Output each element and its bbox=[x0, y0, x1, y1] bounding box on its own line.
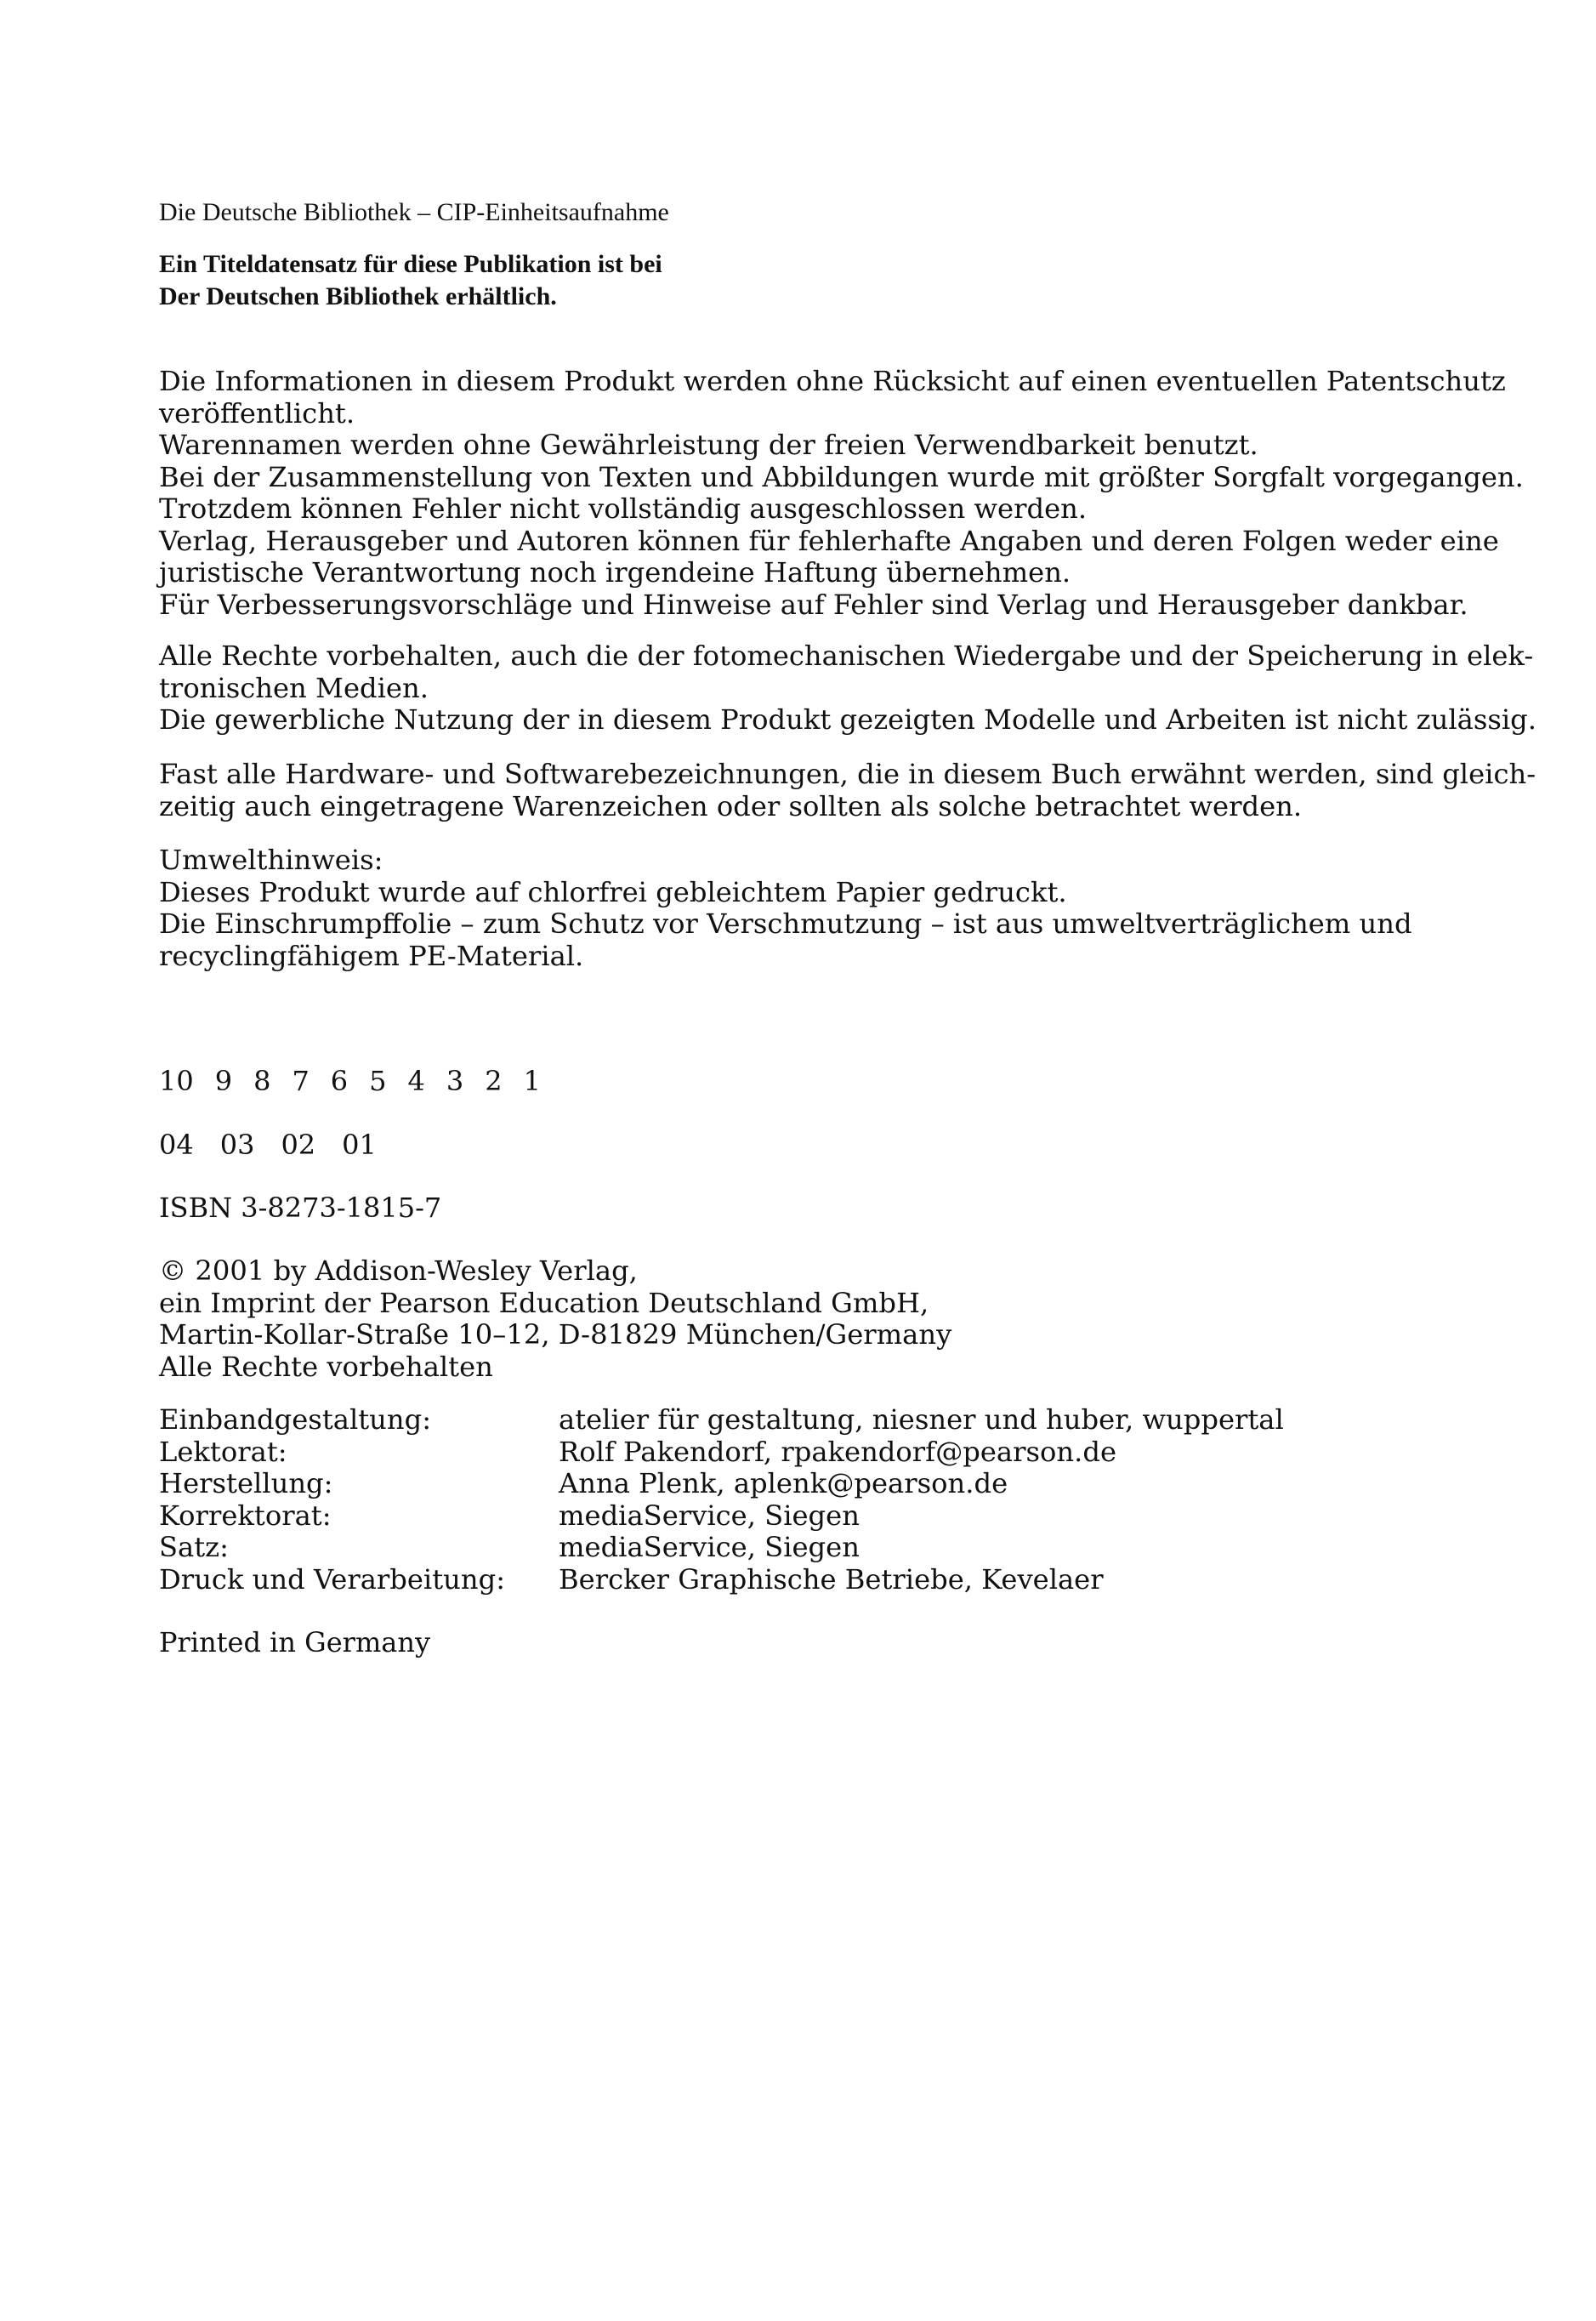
credits-table bbox=[159, 1404, 1284, 1596]
copyright-line: Martin-Kollar-Straße 10–12, D-81829 München/Germany bbox=[159, 1318, 952, 1351]
disclaimer-line: Für Verbesserungsvorschläge und Hinweise auf Fehler sind Verlag und Herausgeber dankbar. bbox=[159, 588, 1468, 621]
cip-header: Die Deutsche Bibliothek – CIP-Einheitsaufnahme bbox=[159, 198, 669, 226]
rights-line: tronischen Medien. bbox=[159, 671, 429, 704]
environment-line: Umwelthinweis: bbox=[159, 844, 383, 876]
credit-role: Lektorat: bbox=[159, 1435, 287, 1468]
rights-block bbox=[159, 640, 1536, 737]
credit-value: Rolf Pakendorf, rpakendorf@pearson.de bbox=[559, 1435, 1117, 1468]
environment-line: Dieses Produkt wurde auf chlorfrei gebleichtem Papier gedruckt. bbox=[159, 875, 1067, 908]
credit-value: Anna Plenk, aplenk@pearson.de bbox=[559, 1467, 1008, 1499]
trademark-block bbox=[159, 759, 1536, 822]
printed-in: Printed in Germany bbox=[159, 1626, 431, 1658]
trademark-line: Fast alle Hardware- und Softwarebezeichnungen, die in diesem Buch erwähnt werden, sind gleich- bbox=[159, 758, 1536, 790]
cip-notice-line: Ein Titeldatensatz für diese Publikation ist bei bbox=[159, 250, 662, 278]
print-year: 02 bbox=[281, 1129, 316, 1161]
isbn: ISBN 3-8273-1815-7 bbox=[159, 1192, 442, 1224]
copyright-line: Alle Rechte vorbehalten bbox=[159, 1350, 493, 1383]
environment-line: Die Einschrumpffolie – zum Schutz vor Verschmutzung – ist aus umweltverträglichem und bbox=[159, 907, 1412, 940]
disclaimer-line: Verlag, Herausgeber und Autoren können für fehlerhafte Angaben und deren Folgen weder eine bbox=[159, 524, 1499, 557]
credit-role: Druck und Verarbeitung: bbox=[159, 1562, 506, 1596]
print-run-number: 10 bbox=[159, 1065, 194, 1097]
credit-role: Herstellung: bbox=[159, 1467, 333, 1499]
credit-value: atelier für gestaltung, niesner und huber, wuppertal bbox=[559, 1403, 1284, 1436]
credit-role: Einbandgestaltung: bbox=[159, 1403, 432, 1436]
print-run-number: 7 bbox=[292, 1065, 310, 1097]
disclaimer-block bbox=[159, 366, 1524, 621]
credit-role: Satz: bbox=[159, 1531, 229, 1563]
credit-value: mediaService, Siegen bbox=[559, 1531, 860, 1563]
copyright-line: © 2001 by Addison-Wesley Verlag, bbox=[159, 1254, 638, 1287]
print-run-number: 2 bbox=[485, 1065, 503, 1097]
print-run-number: 9 bbox=[214, 1065, 233, 1097]
rights-line: Die gewerbliche Nutzung der in diesem Produkt gezeigten Modelle und Arbeiten ist nicht zulässig. bbox=[159, 703, 1536, 736]
print-years bbox=[159, 1129, 403, 1161]
credit-row bbox=[159, 1532, 1284, 1564]
environment-line: recyclingfähigem PE-Material. bbox=[159, 939, 584, 972]
credit-row bbox=[159, 1468, 1284, 1500]
disclaimer-line: juristische Verantwortung noch irgendeine Haftung übernehmen. bbox=[159, 556, 1071, 589]
environment-block bbox=[159, 845, 1412, 972]
rights-line: Alle Rechte vorbehalten, auch die der fotomechanischen Wiedergabe und der Speicherung in elek- bbox=[159, 640, 1534, 672]
print-year: 01 bbox=[342, 1129, 377, 1161]
disclaimer-line: Warennamen werden ohne Gewährleistung der freien Verwendbarkeit benutzt. bbox=[159, 429, 1258, 461]
credit-value: mediaService, Siegen bbox=[559, 1499, 860, 1532]
disclaimer-line: Trotzdem können Fehler nicht vollständig ausgeschlossen werden. bbox=[159, 492, 1088, 525]
print-year: 03 bbox=[219, 1129, 255, 1161]
print-run-number: 6 bbox=[330, 1065, 349, 1097]
print-run-number: 4 bbox=[407, 1065, 425, 1097]
credit-role: Korrektorat: bbox=[159, 1499, 332, 1532]
disclaimer-line: Bei der Zusammenstellung von Texten und Abbildungen wurde mit größter Sorgfalt vorgegangen. bbox=[159, 460, 1524, 493]
disclaimer-line: Die Informationen in diesem Produkt werden ohne Rücksicht auf einen eventuellen Patentschutz bbox=[159, 365, 1506, 397]
disclaimer-line: veröffentlicht. bbox=[159, 396, 355, 429]
credit-row bbox=[159, 1500, 1284, 1533]
credit-row bbox=[159, 1436, 1284, 1469]
print-year: 04 bbox=[159, 1129, 194, 1161]
print-run-number: 5 bbox=[369, 1065, 387, 1097]
print-run-number: 1 bbox=[523, 1065, 541, 1097]
trademark-line: zeitig auch eingetragene Warenzeichen oder sollten als solche betrachtet werden. bbox=[159, 789, 1303, 822]
print-run-numbers bbox=[159, 1065, 562, 1097]
print-run-number: 8 bbox=[253, 1065, 271, 1097]
credit-value: Bercker Graphische Betriebe, Kevelaer bbox=[559, 1562, 1104, 1596]
credit-row bbox=[159, 1404, 1284, 1436]
print-run-number: 3 bbox=[446, 1065, 464, 1097]
cip-notice bbox=[159, 248, 662, 313]
cip-notice-line: Der Deutschen Bibliothek erhältlich. bbox=[159, 282, 557, 310]
copyright-block bbox=[159, 1255, 951, 1383]
copyright-line: ein Imprint der Pearson Education Deutschland GmbH, bbox=[159, 1286, 929, 1319]
credit-row bbox=[159, 1564, 1284, 1596]
